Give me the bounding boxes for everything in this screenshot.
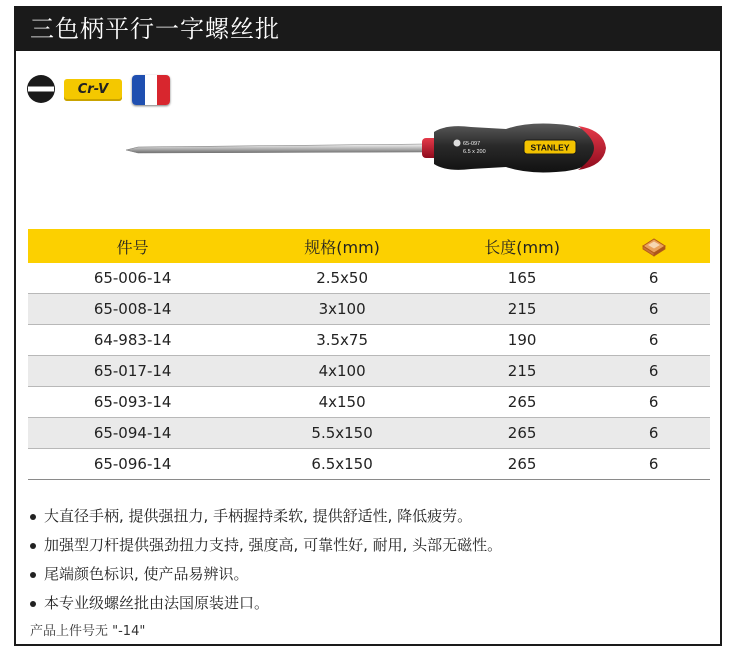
spec-table bbox=[28, 229, 710, 480]
handle-spec: 6.5 x 200 bbox=[463, 149, 486, 155]
header-pack bbox=[597, 229, 710, 263]
cell-pack: 6 bbox=[648, 393, 659, 411]
list-item bbox=[30, 560, 502, 589]
note-text: 大直径手柄, 提供强扭力, 手柄握持柔软, 提供舒适性, 降低疲劳。 bbox=[44, 507, 473, 525]
table-row bbox=[28, 325, 710, 356]
header-part-no: 件号 bbox=[116, 237, 149, 257]
cell-spec: 4x150 bbox=[318, 393, 366, 411]
cell-length: 215 bbox=[507, 362, 537, 380]
cell-spec: 3.5x75 bbox=[316, 331, 369, 349]
flat-slot-icon bbox=[26, 74, 56, 104]
footnote: 产品上件号无 "-14" bbox=[30, 624, 146, 639]
table-row bbox=[28, 449, 710, 480]
list-item bbox=[30, 531, 502, 560]
cell-length: 265 bbox=[507, 393, 537, 411]
cell-part-no: 65-096-14 bbox=[93, 455, 172, 473]
brand-label: STANLEY bbox=[530, 142, 570, 153]
cell-part-no: 65-093-14 bbox=[93, 393, 172, 411]
cell-pack: 6 bbox=[648, 331, 659, 349]
product-sheet bbox=[14, 6, 722, 646]
note-text: 加强型刀杆提供强劲扭力支持, 强度高, 可靠性好, 耐用, 头部无磁性。 bbox=[44, 536, 503, 554]
cell-pack: 6 bbox=[648, 269, 659, 287]
cell-part-no: 65-017-14 bbox=[93, 362, 172, 380]
cell-pack: 6 bbox=[648, 300, 659, 318]
cell-part-no: 65-006-14 bbox=[93, 269, 172, 287]
table-header bbox=[28, 229, 710, 263]
material-badge: Cr-V bbox=[64, 79, 122, 101]
cell-length: 190 bbox=[507, 331, 537, 349]
note-text: 本专业级螺丝批由法国原装进口。 bbox=[44, 594, 270, 612]
cell-part-no: 65-094-14 bbox=[93, 424, 172, 442]
france-flag-icon bbox=[132, 75, 170, 105]
cell-spec: 3x100 bbox=[318, 300, 366, 318]
cell-pack: 6 bbox=[648, 455, 659, 473]
table-row bbox=[28, 294, 710, 325]
list-item bbox=[30, 589, 502, 618]
cell-length: 265 bbox=[507, 424, 537, 442]
package-icon bbox=[641, 235, 667, 257]
cell-spec: 4x100 bbox=[318, 362, 366, 380]
handle-code: 65-097 bbox=[463, 141, 481, 147]
table-row bbox=[28, 387, 710, 418]
cell-part-no: 65-008-14 bbox=[93, 300, 172, 318]
bullet-icon bbox=[30, 514, 36, 520]
cell-spec: 2.5x50 bbox=[316, 269, 369, 287]
cell-length: 215 bbox=[507, 300, 537, 318]
table-row bbox=[28, 418, 710, 449]
screwdriver-image bbox=[126, 118, 616, 178]
header-length: 长度(mm) bbox=[484, 237, 560, 257]
page-title: 三色柄平行一字螺丝批 bbox=[16, 8, 720, 51]
table-row bbox=[28, 356, 710, 387]
cell-pack: 6 bbox=[648, 362, 659, 380]
cell-length: 265 bbox=[507, 455, 537, 473]
cell-spec: 6.5x150 bbox=[311, 455, 373, 473]
header-spec: 规格(mm) bbox=[304, 237, 380, 257]
bullet-icon bbox=[30, 601, 36, 607]
cell-length: 165 bbox=[507, 269, 537, 287]
list-item bbox=[30, 502, 502, 531]
cell-spec: 5.5x150 bbox=[311, 424, 373, 442]
cell-part-no: 64-983-14 bbox=[93, 331, 172, 349]
note-text: 尾端颜色标识, 使产品易辨识。 bbox=[44, 565, 249, 583]
cell-pack: 6 bbox=[648, 424, 659, 442]
bullet-icon bbox=[30, 572, 36, 578]
feature-list bbox=[30, 502, 502, 618]
table-row bbox=[28, 263, 710, 294]
bullet-icon bbox=[30, 543, 36, 549]
